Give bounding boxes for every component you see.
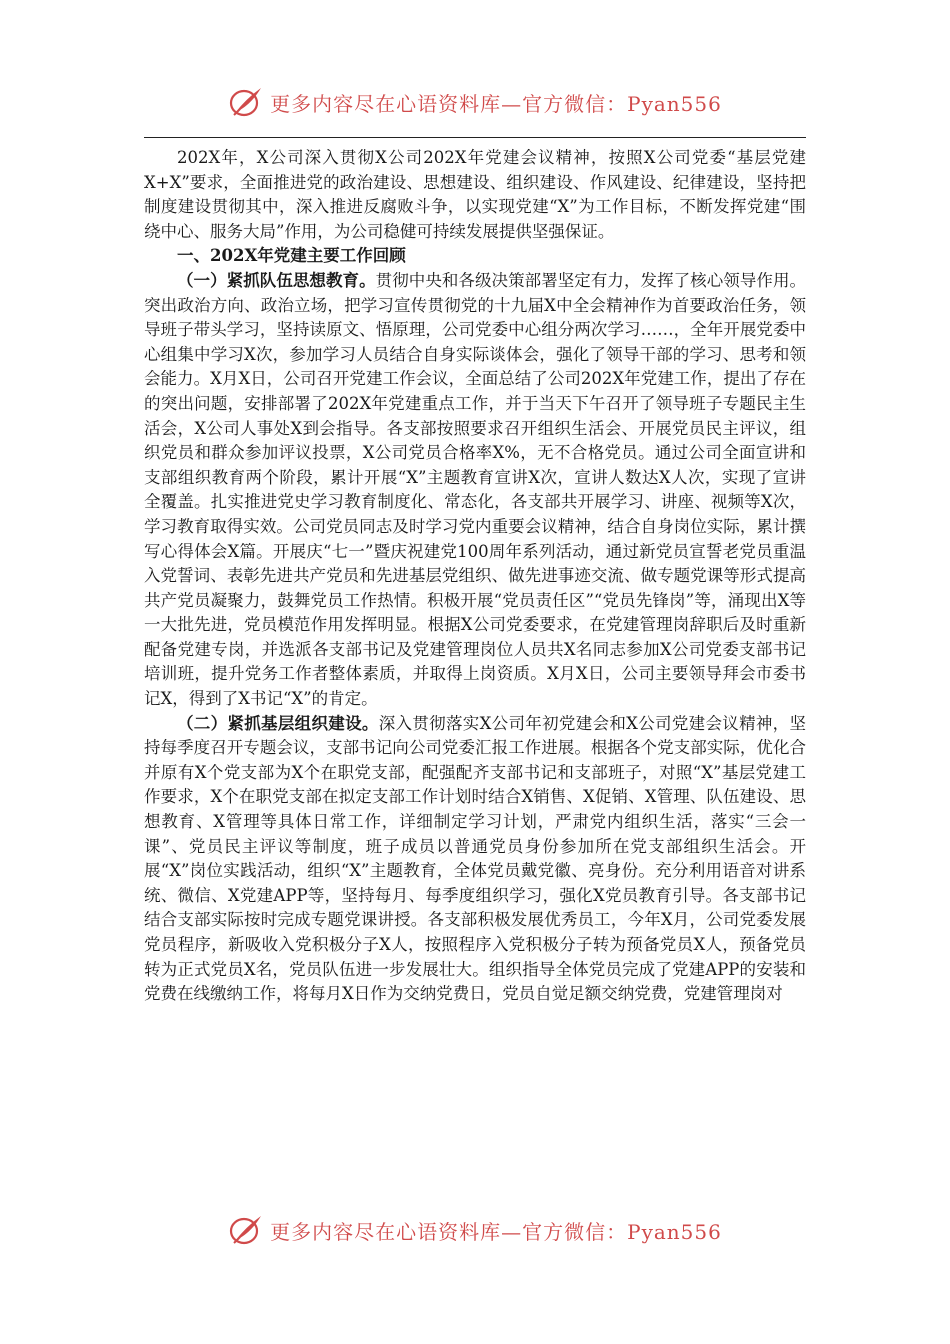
item2-lead: （二）紧抓基层组织建设。	[177, 713, 379, 733]
quill-logo-icon	[228, 84, 264, 120]
item2-paragraph	[144, 712, 806, 1007]
quill-logo-icon	[228, 1212, 264, 1248]
document-body	[144, 146, 806, 1007]
section-heading: 一、202X年党建主要工作回顾	[177, 246, 406, 266]
header-banner-text: 更多内容尽在心语资料库—官方微信：Pyan556	[270, 91, 722, 116]
item1-body: 贯彻中央和各级决策部署坚定有力，发挥了核心领导作用。突出政治方向、政治立场，把学习宣传贯彻党的十九届X中全会精神作为首要政治任务，领导班子带头学习，坚持读原文、悟原理，公司党委中心组分两次学习……，全年开展党委中心组集中学习X次，参加学习人员结合自身实际谈体会，强化了领导干部的学习、思考和领会能力。X月X日，公司召开党建工作会议，全面总结了公司202X年党建工作，提出了存在的突出问题，安排部署了202X年党建重点工作，并于当天下午召开了领导班子专题民主生活会，X公司人事处X到会指导。各支部按照要求召开组织生活会、开展党员民主评议，组织党员和群众参加评议投票，X公司党员合格率X%，无不合格党员。通过公司全面宣讲和支部组织教育两个阶段，累计开展“X”主题教育宣讲X次，宣讲人数达X人次，实现了宣讲全覆盖。扎实推进党史学习教育制度化、常态化，各支部共开展学习、讲座、视频等X次，学习教育取得实效。公司党员同志及时学习党内重要会议精神，结合自身岗位实际，累计撰写心得体会X篇。开展庆“七一”暨庆祝建党100周年系列活动，通过新党员宣誓老党员重温入党誓词、表彰先进共产党员和先进基层党组织、做先进事迹交流、做专题党课等形式提高共产党员凝聚力，鼓舞党员工作热情。积极开展“党员责任区”“党员先锋岗”等，涌现出X等一大批先进，党员模范作用发挥明显。根据X公司党委要求，在党建管理岗辞职后及时重新配备党建专岗，并选派各支部书记及党建管理岗位人员共X名同志参加X公司党委支部书记培训班，提升党务工作者整体素质，并取得上岗资质。X月X日，公司主要领导拜会市委书记X，得到了X书记“X”的肯定。	[144, 270, 807, 709]
intro-paragraph: 202X年，X公司深入贯彻X公司202X年党建会议精神，按照X公司党委“基层党建X+X”要求，全面推进党的政治建设、思想建设、组织建设、作风建设、纪律建设，坚持把制度建设贯彻其中，深入推进反腐败斗争，以实现党建“X”为工作目标，不断发挥党建“围绕中心、服务大局”作用，为公司稳健可持续发展提供坚强保证。	[144, 148, 806, 241]
footer-banner-text: 更多内容尽在心语资料库—官方微信：Pyan556	[270, 1219, 722, 1244]
footer-banner	[0, 1210, 950, 1250]
header-banner	[0, 82, 950, 122]
header-divider	[144, 137, 806, 138]
item1-paragraph	[144, 269, 806, 712]
item2-body: 深入贯彻落实X公司年初党建会和X公司党建会议精神，坚持每季度召开专题会议，支部书记向公司党委汇报工作进展。根据各个党支部实际，优化合并原有X个党支部为X个在职党支部，配强配齐支部书记和支部班子，对照“X”基层党建工作要求，X个在职党支部在拟定支部工作计划时结合X销售、X促销、X管理、队伍建设、思想教育、X管理等具体日常工作，详细制定学习计划，严肃党内组织生活，落实“三会一课”、党员民主评议等制度，班子成员以普通党员身份参加所在党支部组织生活会。开展“X”岗位实践活动，组织“X”主题教育，全体党员戴党徽、亮身份。充分利用语音对讲系统、微信、X党建APP等，坚持每月、每季度组织学习，强化X党员教育引导。各支部书记结合支部实际按时完成专题党课讲授。各支部积极发展优秀员工，今年X月，公司党委发展党员程序，新吸收入党积极分子X人，按照程序入党积极分子转为预备党员X人，预备党员转为正式党员X名，党员队伍进一步发展壮大。组织指导全体党员完成了党建APP的安装和党费在线缴纳工作，将每月X日作为交纳党费日，党员自觉足额交纳党费，党建管理岗对	[144, 713, 806, 1004]
item1-lead: （一）紧抓队伍思想教育。	[177, 270, 376, 290]
